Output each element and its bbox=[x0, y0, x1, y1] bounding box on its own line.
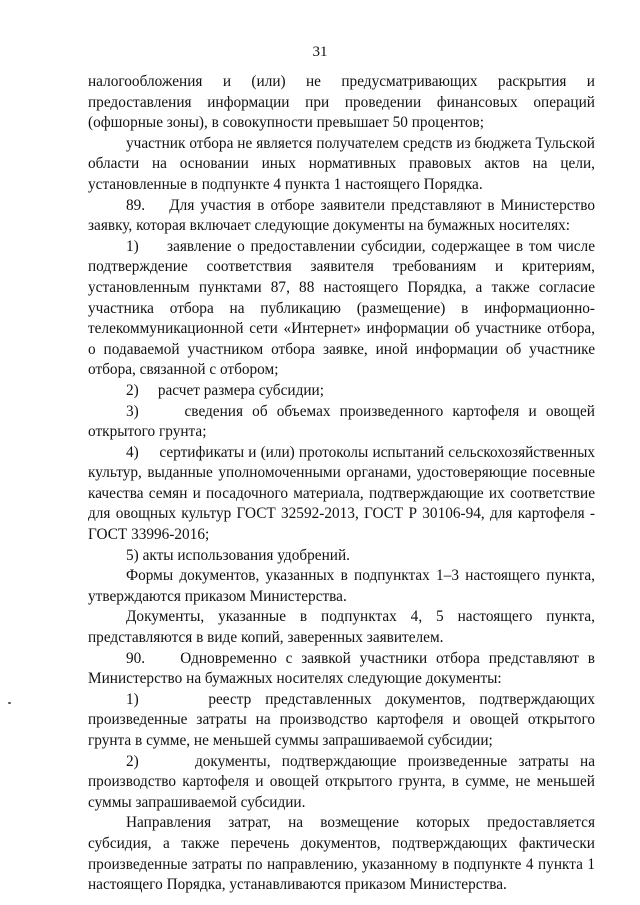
paragraph-item-90: 90. Одновременно с заявкой участники отбора представляют в Министерство на бумажных носителях следующие документы: bbox=[88, 649, 595, 688]
paragraph-89-subitem-1: 1) заявление о предоставлении субсидии, содержащее в том числе подтверждение соответствия заявителя требованиям и критериям, установленным пунктами 87, 88 настоящего Порядка, а также согласие участника отбора на публикацию (размещение) в информационно-телекоммуникационной сети «Интернет» информации об участнике отбора, о подаваемой участником отбора заявке, иной информации об участнике отбора, связанной с отбором; bbox=[88, 237, 595, 379]
paragraph-89-subitem-5: 5) акты использования удобрений. bbox=[126, 546, 350, 564]
paragraph-offshore-continuation: налогообложения и (или) не предусматривающих раскрытия и предоставления информации при проведении финансовых операций (офшорные зоны), в совокупности превышает 50 процентов; bbox=[88, 73, 595, 132]
paragraph-89-subitem-2: 2) расчет размера субсидии; bbox=[126, 381, 324, 399]
paragraph-90-subitem-2: 2) документы, подтверждающие произведенные затраты на производство картофеля и овощей открытого грунта, в сумме, не меньшей суммы запрашиваемой субсидии. bbox=[88, 752, 595, 811]
paragraph-89-subitem-4: 4) сертификаты и (или) протоколы испытаний сельскохозяйственных культур, выданные уполномоченными органами, удостоверяющие посевные качества семян и посадочного материала, подтверждающие их соответствие для овощных культур ГОСТ 32592-2013, ГОСТ Р 30106-94, для картофеля - ГОСТ 33996-2016; bbox=[88, 443, 595, 544]
paragraph-89-subitem-3: 3) сведения об объемах произведенного картофеля и овощей открытого грунта; bbox=[88, 402, 595, 441]
paragraph-copies-certified: Документы, указанные в подпунктах 4, 5 настоящего пункта, представляются в виде копий, заверенных заявителем. bbox=[88, 608, 595, 647]
page-number: 31 bbox=[312, 44, 328, 60]
paragraph-item-89: 89. Для участия в отборе заявители представляют в Министерство заявку, которая включает следующие документы на бумажных носителях: bbox=[88, 196, 595, 235]
paragraph-not-budget-recipient: участник отбора не является получателем средств из бюджета Тульской области на основании иных нормативных правовых актов на цели, установленные в подпункте 4 пункта 1 настоящего Порядка. bbox=[88, 134, 595, 193]
scan-artifact-mark bbox=[8, 702, 11, 704]
paragraph-cost-directions: Направления затрат, на возмещение которых предоставляется субсидия, а также перечень документов, подтверждающих фактически произведенные затраты по направлению, указанному в подпункте 4 пункта 1 настоящего Порядка, устанавливаются приказом Министерства. bbox=[88, 814, 595, 894]
paragraph-90-subitem-1: 1) реестр представленных документов, подтверждающих произведенные затраты на производство картофеля и овощей открытого грунта в сумме, не меньшей суммы запрашиваемой субсидии; bbox=[88, 690, 595, 749]
document-body bbox=[88, 72, 595, 896]
paragraph-forms-approval: Формы документов, указанных в подпунктах 1–3 настоящего пункта, утверждаются приказом Министерства. bbox=[88, 567, 595, 605]
